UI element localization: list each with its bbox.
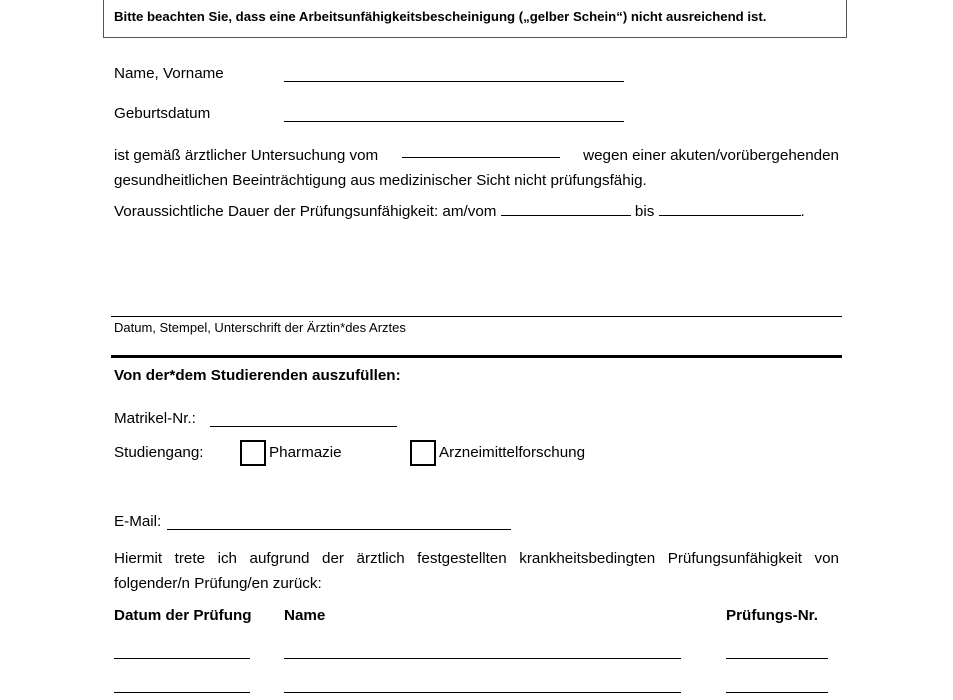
birthdate-field[interactable]: [284, 121, 624, 122]
duration-period: .: [800, 203, 805, 220]
email-field[interactable]: [167, 529, 511, 530]
birthdate-label: Geburtsdatum: [114, 105, 211, 122]
student-heading: Von der*dem Studierenden auszufüllen:: [114, 367, 401, 384]
row1-number-field[interactable]: [726, 658, 828, 659]
row2-date-field[interactable]: [114, 692, 250, 693]
arzneimittelforschung-checkbox[interactable]: [410, 440, 436, 466]
name-label: Name, Vorname: [114, 65, 224, 82]
row1-name-field[interactable]: [284, 658, 681, 659]
arzneimittelforschung-label: Arzneimittelforschung: [439, 444, 586, 461]
exam-date-field[interactable]: [402, 143, 560, 158]
section-divider: [111, 355, 842, 358]
col-exam-date: Datum der Prüfung: [114, 607, 252, 624]
email-label: E-Mail:: [114, 513, 162, 530]
notice-text: Bitte beachten Sie, dass eine Arbeitsunfähigkeitsbescheinigung („gelber Schein“) nicht ausreichend ist.: [114, 9, 767, 24]
withdraw-paragraph: [114, 546, 839, 596]
row2-number-field[interactable]: [726, 692, 828, 693]
pharmazie-checkbox[interactable]: [240, 440, 266, 466]
matrikel-field[interactable]: [210, 426, 397, 427]
duration-line: [114, 201, 805, 220]
exam-text-a: ist gemäß ärztlicher Untersuchung vom: [114, 147, 379, 164]
row2-name-field[interactable]: [284, 692, 681, 693]
studiengang-label: Studiengang:: [114, 444, 204, 461]
duration-from-field[interactable]: [501, 201, 631, 216]
col-exam-number: Prüfungs-Nr.: [726, 607, 818, 624]
exam-text-line2: gesundheitlichen Beeinträchtigung aus medizinischer Sicht nicht prüfungsfähig.: [114, 172, 647, 189]
withdraw-text-line2: folgender/n Prüfung/en zurück:: [114, 575, 322, 592]
exam-text-b: wegen einer akuten/vorübergehenden: [583, 147, 839, 164]
row1-date-field[interactable]: [114, 658, 250, 659]
duration-text: Voraussichtliche Dauer der Prüfungsunfähigkeit: am/vom: [114, 203, 497, 220]
exam-paragraph: [114, 143, 839, 193]
signature-line[interactable]: [111, 316, 842, 317]
duration-to-field[interactable]: [659, 201, 801, 216]
pharmazie-label: Pharmazie: [269, 444, 342, 461]
name-field[interactable]: [284, 81, 624, 82]
withdraw-text-line1: Hiermit trete ich aufgrund der ärztlich festgestellten krankheitsbedingten Prüfungsunfähigkeit von: [114, 550, 839, 567]
col-exam-name: Name: [284, 607, 326, 624]
matrikel-label: Matrikel-Nr.:: [114, 410, 196, 427]
duration-bis: bis: [634, 203, 655, 220]
signature-label: Datum, Stempel, Unterschrift der Ärztin*des Arztes: [114, 320, 406, 335]
